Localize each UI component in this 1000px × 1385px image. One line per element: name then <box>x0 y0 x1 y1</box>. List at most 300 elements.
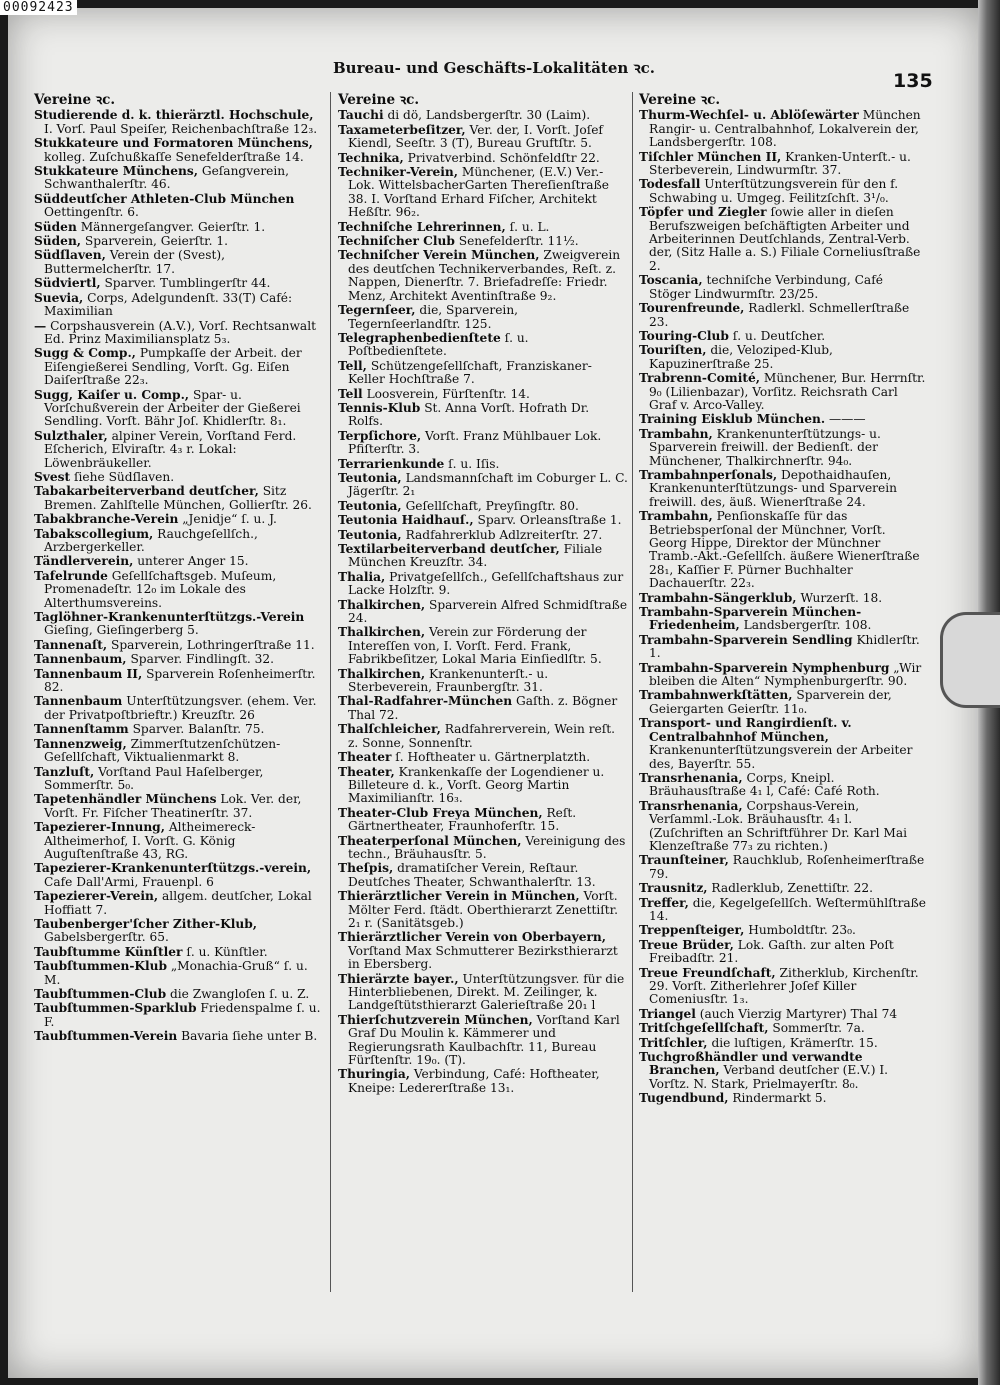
directory-entry <box>639 689 927 716</box>
entry-details: Lok. Gaſth. zur alten Poſt Freibadſtr. 21. <box>649 937 894 966</box>
entry-details: (auch Vierzig Martyrer) Thal 74 <box>699 1006 898 1021</box>
entry-name: Todesfall <box>639 177 701 192</box>
entry-details: ſiehe Südſlaven. <box>74 469 175 484</box>
entry-name: Tell, <box>338 358 367 373</box>
entry-details: die, Kegelgeſellſch. Weſtermühlſtraße 14. <box>649 895 927 923</box>
entry-details: ſ. Hoftheater u. Gärtnerplatzth. <box>395 750 591 765</box>
entry-name: Trambahn-Sparverein München-Friedenheim, <box>639 605 862 633</box>
directory-entry <box>34 766 326 793</box>
directory-entry <box>639 1092 927 1105</box>
entry-details: Gabelsbergerſtr. 65. <box>44 930 169 945</box>
directory-entry <box>34 918 326 945</box>
entry-details: techniſche Verbindung, Café Stöger Lindwurmſtr. 23/25. <box>649 273 883 301</box>
entry-details: Schützengeſellſchaft, Franziskaner-Keller Hochſtraße 7. <box>348 358 592 387</box>
entry-name: Tapezierer-Innung, <box>34 820 165 835</box>
entry-details: Loosverein, Fürſtenſtr. 14. <box>366 386 530 401</box>
entry-details: Corps, Kneipl. Bräuhausſtraße 4₁ l, Café: Café Roth. <box>649 770 880 799</box>
entry-details: Vorſtand Paul Haſelberger, Sommerſtr. 5₀. <box>44 764 264 792</box>
entry-details: Reſt. Gärtnertheater, Fraunhoferſtr. 15. <box>348 805 577 834</box>
directory-entry <box>338 543 628 570</box>
entry-name: Touriſten, <box>639 343 707 358</box>
entry-name: Treue Freundſchaft, <box>639 965 776 980</box>
directory-entry <box>639 897 927 924</box>
column-3 <box>639 94 927 1107</box>
entry-details: Filiale München Kreuzſtr. 34. <box>348 542 603 570</box>
entry-details: Corpshaus-Verein, Verſamml.-Lok. Bräuhausſtr. 4₁ l. (Zuſchriften an Schriftführer Dr. Karl Mai Klenzeſtraße 77₃ zu richten.) <box>649 798 908 853</box>
entry-details: Sparver. Balanſtr. 75. <box>132 722 265 737</box>
entry-name: Tabakscollegium, <box>34 526 154 541</box>
entry-details: München Rangir- u. Centralbahnhof, Lokalverein der, Landsbergerſtr. 108. <box>649 108 921 150</box>
entry-details: Radlerklub, Zenettiſtr. 22. <box>711 881 873 896</box>
entry-name: Sulzthaler, <box>34 428 108 443</box>
directory-entry <box>639 344 927 371</box>
entry-details: die, Sparverein, Tegernſeerlandſtr. 125. <box>348 303 519 331</box>
directory-entry <box>34 389 326 429</box>
directory-entry <box>338 152 628 165</box>
entry-name: Techniſcher Club <box>338 234 455 249</box>
entry-name: Trambahn, <box>639 426 713 441</box>
directory-entry <box>639 372 927 412</box>
entry-name: Technika, <box>338 150 404 165</box>
entry-details: Sparverein Alfred Schmidſtraße 24. <box>348 597 628 626</box>
entry-name: Süden, <box>34 234 82 249</box>
entry-details: Sparverein, Lothringerſtraße 11. <box>111 637 315 652</box>
directory-entry <box>639 662 927 689</box>
directory-entry <box>639 178 927 205</box>
entry-name: Telegraphenbedienſtete <box>338 330 501 345</box>
directory-entry <box>338 124 628 151</box>
column-2 <box>338 94 628 1096</box>
entry-name: Theater, <box>338 764 395 779</box>
directory-entry <box>34 653 326 666</box>
entry-details: Münchener, Bur. Herrnſtr. 9₀ (Lilienbazar), Vorſitz. Reichsrath Carl Graf v. Arco-Valley. <box>649 371 926 412</box>
directory-entry <box>338 723 628 750</box>
entry-details: Krankenunterſt.- u. Sterbeverein, Fraunbergſtr. 31. <box>348 666 549 695</box>
directory-entry <box>34 555 326 568</box>
directory-entry <box>338 249 628 303</box>
entry-details: Oettingenſtr. 6. <box>44 205 139 220</box>
entry-details: Rauchklub, Roſenheimerſtraße 79. <box>649 853 925 881</box>
directory-entry <box>34 988 326 1001</box>
entry-name: Tabakbranche-Verein <box>34 512 179 527</box>
entry-details: Kranken-Unterſt.- u. Sterbeverein, Lindwurmſtr. 37. <box>649 149 911 178</box>
entry-details: Sparverein, Geierſtr. 1. <box>84 234 228 249</box>
entry-details: Geſellſchaft, Preyſingſtr. 80. <box>405 498 579 513</box>
entry-name: Tugendbund, <box>639 1091 729 1106</box>
entry-name: Techniſche Lehrerinnen, <box>338 219 506 234</box>
directory-entry <box>34 1002 326 1029</box>
entry-details: Sparv. Orleansſtraße 1. <box>477 513 622 528</box>
column-divider <box>330 92 331 1292</box>
entry-name: Theſpis, <box>338 861 394 876</box>
entry-name: Techniker-Verein, <box>338 165 458 180</box>
directory-entry <box>338 458 628 471</box>
entry-details: ſ. u. Künſtler. <box>186 944 268 959</box>
column-1 <box>34 94 326 1045</box>
directory-entry <box>338 751 628 764</box>
entry-name: Taubſtummen-Klub <box>34 959 167 974</box>
entry-name: Sugg, Kaiſer u. Comp., <box>34 387 190 402</box>
entry-details: ſowie aller in dieſen Berufszweigen beſchäftigten Arbeiter und Arbeiterinnen Deutſchlands, Zentral-Verb. der, (Sitz Halle a. S.) Filiale Corneliusſtraße 2. <box>649 205 921 273</box>
entry-name: Transrhenania, <box>639 798 743 813</box>
entry-name: Taubſtummen-Club <box>34 987 167 1001</box>
directory-entry <box>639 302 927 329</box>
entry-details: die Zwangloſen ſ. u. Z. <box>169 987 310 1001</box>
directory-entry <box>34 890 326 917</box>
directory-entry <box>338 221 628 234</box>
entry-name: Theaterperſonal München, <box>338 833 522 848</box>
entry-name: Trabrenn-Comité, <box>639 371 760 386</box>
entry-name: Treffer, <box>639 895 689 910</box>
directory-entry <box>34 570 326 610</box>
entry-name: Theater-Club Freya München, <box>338 805 543 820</box>
entry-name: Südſlaven, <box>34 248 106 263</box>
entry-name: Thal-Radfahrer-München <box>338 694 513 709</box>
entry-name: Thierärztlicher Verein von Oberbayern, <box>338 930 606 945</box>
entry-details: Zimmerſtutzenſchützen-Geſellſchaft, Viktualienmarkt 8. <box>44 736 281 765</box>
directory-entry <box>34 862 326 889</box>
directory-entry <box>639 151 927 178</box>
entry-name: Teutonia, <box>338 498 402 513</box>
entry-name: Trambahn-Sängerklub, <box>639 590 797 605</box>
entry-details: Ver. der, I. Vorſt. Joſef Kiendl, Seeſtr. 3 (T), Bureau Gruftſtr. 5. <box>348 122 603 151</box>
entry-name: Transport- und Rangirdienſt. v. Centralbahnhof München, <box>639 716 852 744</box>
directory-entry <box>639 717 927 771</box>
directory-entry <box>338 1068 628 1095</box>
entry-details: Vorſt. Franz Mühlbauer Lok. Pfiſterſtr. 3. <box>348 428 602 457</box>
entry-details: Bavaria ſiehe unter B. <box>181 1029 318 1044</box>
directory-entry <box>338 500 628 513</box>
entry-details: Spar- u. Vorſchußverein der Arbeiter der Gießerei Sendling. Vorſt. Bähr Joſ. Khidlerſtr. 8₁. <box>44 387 301 429</box>
entry-name: Süden <box>34 219 77 234</box>
directory-entry <box>338 472 628 499</box>
column-heading: Vereine ꝛc. <box>338 92 420 108</box>
entry-name: Teutonia Haidhauſ., <box>338 513 474 528</box>
entry-details: Privatverbind. Schönfeldſtr 22. <box>407 150 600 165</box>
entry-name: Tabakarbeiterverband deutſcher, <box>34 484 259 499</box>
entry-name: Trambahn-Sparverein Sendling <box>639 632 853 647</box>
directory-entry <box>34 235 326 248</box>
entry-name: Tannenzweig, <box>34 736 127 751</box>
entry-name: Taubenberger'ſcher Zither-Klub, <box>34 916 257 931</box>
directory-entry <box>639 109 927 149</box>
directory-entry <box>34 793 326 820</box>
directory-entry <box>639 854 927 881</box>
entry-name: Tapezierer-Krankenunterſtützgs.-verein, <box>34 861 312 876</box>
entry-details: Vereinigung des techn., Bräuhausſtr. 5. <box>348 833 626 861</box>
directory-entry <box>34 109 326 136</box>
entry-name: Tannenbaum II, <box>34 666 143 681</box>
entry-details: Corps, Adelgundenſt. 33(T) Café: Maximilian <box>44 290 293 319</box>
entry-details: I. Vorſ. Paul Speiſer, Reichenbachſtraße 12₃. <box>44 121 318 136</box>
entry-details: „Jenidje“ ſ. u. J. <box>182 512 277 527</box>
entry-details: allgem. deutſcher, Lokal Hoffiatt 7. <box>44 889 312 917</box>
entry-details: Cafe Dall'Armi, Frauenpl. 6 <box>44 874 214 889</box>
entry-details: Lok. Ver. der, Vorſt. Fr. Fiſcher Theatinerſtr. 37. <box>44 792 302 820</box>
entry-name: — <box>34 318 47 333</box>
entry-details: Sommerſtr. 7a. <box>772 1021 865 1036</box>
directory-entry <box>338 571 628 598</box>
directory-entry <box>34 165 326 192</box>
entry-name: Textilarbeiterverband deutſcher, <box>338 542 560 556</box>
entry-name: Theater <box>338 750 392 765</box>
directory-entry <box>338 235 628 248</box>
entry-name: Traunſteiner, <box>639 853 729 868</box>
entry-details: Sitz Bremen. Zahlſtelle München, Gollierſtr. 26. <box>44 484 312 512</box>
entry-details: alpiner Verein, Vorſtand Ferd. Eſcherich, Elviraſtr. 4₃ r. Lokal: Löwenbräukeller. <box>44 428 297 470</box>
entry-details: Unterſtützungsver. (ehem. Ver. der Privatpoſtbrieftr.) Kreuzſtr. 26 <box>44 694 317 722</box>
entry-details: Gaſth. z. Bögner Thal 72. <box>348 694 618 722</box>
entry-name: Taxameterbeſitzer, <box>338 122 466 137</box>
directory-entry <box>338 766 628 806</box>
directory-entry <box>34 249 326 276</box>
directory-entry <box>34 960 326 987</box>
entry-name: Tändlerverein, <box>34 554 134 569</box>
directory-entry <box>338 529 628 542</box>
entry-name: Trambahnwerkſtätten, <box>639 688 793 703</box>
entry-name: Teutonia, <box>338 527 402 542</box>
directory-entry <box>34 193 326 220</box>
directory-entry <box>34 821 326 861</box>
directory-entry <box>639 330 927 343</box>
directory-entry <box>639 939 927 966</box>
entry-name: Techniſcher Verein München, <box>338 248 540 263</box>
entry-name: Thierſchutzverein München, <box>338 1012 533 1027</box>
directory-entry <box>639 924 927 937</box>
directory-entry <box>34 946 326 959</box>
entry-name: Südviertl, <box>34 276 101 291</box>
entry-name: Trambahn, <box>639 509 713 524</box>
entry-details: di dö, Landsbergerſtr. 30 (Laim). <box>387 108 591 123</box>
directory-entry <box>338 332 628 359</box>
directory-entry <box>338 835 628 862</box>
entry-details: Senefelderſtr. 11½. <box>458 234 579 249</box>
directory-entry <box>34 695 326 722</box>
entry-name: Tannenbaum, <box>34 652 127 667</box>
entry-name: Training Eisklub München. <box>639 412 826 427</box>
directory-entry <box>639 800 927 854</box>
directory-entry <box>639 274 927 301</box>
entry-name: Terpſichore, <box>338 428 422 443</box>
entry-details: Sparverein der, Geiergarten Geierſtr. 11₀. <box>649 688 892 716</box>
entry-name: Trausnitz, <box>639 881 708 896</box>
entry-name: Taglöhner-Krankenunterſtützgs.-Verein <box>34 610 305 625</box>
entry-details: Zitherklub, Kirchenſtr. 29. Vorſt. Zitherlehrer Joſef Killer Comeniusſtr. 1₃. <box>649 965 919 1007</box>
entry-details: Krankenkaſſe der Logendiener u. Billeteure d. k., Vorſt. Georg Martin Maximilianſtr. 16₃. <box>348 764 605 806</box>
entry-details: Humboldtſtr. 23₀. <box>748 923 856 938</box>
entry-name: Taubſtummen-Verein <box>34 1029 178 1044</box>
entry-details: Gieſing, Gieſingerberg 5. <box>44 623 199 638</box>
entry-details: ſ. u. Poſtbedienſtete. <box>348 330 529 359</box>
directory-entry <box>338 862 628 889</box>
directory-entry <box>639 1037 927 1050</box>
entry-details: „Monachia-Gruß“ ſ. u. M. <box>44 959 308 987</box>
directory-entry <box>338 973 628 1013</box>
entry-details: Geſellſchaftsgeb. Muſeum, Promenadeſtr. 12₀ im Lokale des Alterthumsvereins. <box>44 568 277 610</box>
entry-details: Radfahrerverein, Wein reſt. z. Sonne, Sonnenſtr. <box>348 722 616 750</box>
directory-entry <box>639 469 927 509</box>
entry-name: Touring-Club <box>639 328 729 343</box>
entry-name: Süddeutſcher Athleten-Club München <box>34 191 295 206</box>
directory-entry <box>639 1051 927 1091</box>
entry-name: Taubſtummen-Sparklub <box>34 1001 197 1016</box>
entry-details: Zweigverein des deutſchen Technikerverbandes, Reſt. z. Nappen, Dienerſtr. 7. Briefadreſſe: Friedr. Menz, Architekt Aventinſtraße 9₂. <box>348 248 621 303</box>
entry-details: Männergeſangver. Geierſtr. 1. <box>80 219 266 234</box>
entry-details: die, Veloziped-Klub, Kapuzinerſtraße 25. <box>649 343 833 371</box>
entry-name: Thalkirchen, <box>338 625 426 640</box>
directory-entry <box>338 514 628 527</box>
directory-entry <box>338 807 628 834</box>
entry-name: Thurm-Wechſel- u. Ablöſewärter <box>639 108 859 123</box>
directory-entry <box>338 599 628 626</box>
entry-details: Münchener, (E.V.) Ver.-Lok. WittelsbacherGarten Thereſienſtraße 38. I. Vorſtand Erhard Fiſcher, Architekt Heßſtr. 96₂. <box>348 165 609 220</box>
entry-name: Tritſchler, <box>639 1035 708 1050</box>
book-page <box>8 8 980 1378</box>
entry-name: Tannenbaum <box>34 694 123 709</box>
entry-name: Thierärzte bayer., <box>338 971 459 986</box>
page-number: 135 <box>893 70 933 92</box>
entry-details: kolleg. Zuſchußkaſſe Senefelderſtraße 14. <box>44 149 304 164</box>
entry-name: Stukkateure und Formatoren Münchens, <box>34 136 313 151</box>
directory-entry <box>338 402 628 429</box>
entry-name: Tegernſeer, <box>338 303 416 318</box>
entry-name: Treppenſteiger, <box>639 923 745 938</box>
directory-entry <box>639 1008 927 1021</box>
directory-entry <box>34 221 326 234</box>
directory-entry <box>338 166 628 220</box>
entry-details: Radlerkl. Schmellerſtraße 23. <box>649 301 910 329</box>
entry-details: dramatiſcher Verein, Reſtaur. Deutſches Theater, Schwanthalerſtr. 13. <box>348 861 596 889</box>
entry-name: Tannenaſt, <box>34 637 108 652</box>
directory-entry <box>338 626 628 666</box>
entry-name: Tafelrunde <box>34 568 108 583</box>
entry-details: ſ. u. L. <box>509 219 550 234</box>
directory-entry <box>338 109 628 122</box>
entry-details: Penſionskaſſe für das Betriebsperſonal der Münchner, Vorſt. Georg Hippe, Direktor der Münchner Tramb.-Akt.-Geſellſch. äußere Wienerſtraße 28₁, Kaſſier F. Pürner Buchhalter Dachauerſtr. 22₃. <box>649 509 920 591</box>
column-divider <box>632 92 633 1292</box>
entry-name: Tourenfreunde, <box>639 301 745 316</box>
entry-name: Töpfer und Ziegler <box>639 205 767 220</box>
entry-name: Tuchgroßhändler und verwandte Branchen, <box>639 1050 863 1078</box>
entry-name: Transrhenania, <box>639 770 743 785</box>
entry-name: Teutonia, <box>338 470 402 485</box>
directory-entry <box>639 413 927 426</box>
directory-entry <box>338 430 628 457</box>
entry-details: Krankenunterſtützungs- u. Sparverein freiwill. der Bedienſt. der Münchener, Thalkirchnerſtr. 94₀. <box>649 426 881 468</box>
directory-entry <box>639 882 927 895</box>
directory-entry <box>338 360 628 387</box>
directory-entry <box>338 668 628 695</box>
directory-entry <box>338 304 628 331</box>
directory-entry <box>34 137 326 164</box>
entry-details: Depothaidhauſen, Krankenunterſtützungs- und Sparverein freiwill. des, äuß. Wienerſtraße 24. <box>649 467 897 509</box>
entry-details: „Wir bleiben die Alten“ Nymphenburgerſtr. 90. <box>649 660 922 689</box>
entry-details: Wurzerſt. 18. <box>800 590 883 605</box>
entry-details: die luſtigen, Krämerſtr. 15. <box>711 1035 878 1050</box>
directory-entry <box>34 277 326 290</box>
entry-details: Verein der (Svest), Buttermelcherſtr. 17. <box>44 248 226 276</box>
entry-name: Thalia, <box>338 569 386 584</box>
entry-details: ſ. u. Iſis. <box>448 456 500 471</box>
directory-entry <box>34 485 326 512</box>
directory-entry <box>338 890 628 930</box>
directory-entry <box>34 430 326 470</box>
entry-details: Sparverein Roſenheimerſtr. 82. <box>44 666 316 695</box>
entry-name: Tauchi <box>338 108 384 123</box>
directory-entry <box>34 611 326 638</box>
running-header: Bureau- und Geschäfts-Lokalitäten ꝛc. <box>332 59 655 77</box>
entry-details: Sparver. Findlingſt. 32. <box>130 652 275 667</box>
entry-name: Trambahnperſonals, <box>639 467 778 482</box>
entry-details: Vorſtand Max Schmutterer Bezirksthierarzt in Ebersberg. <box>348 943 618 972</box>
directory-entry <box>34 1030 326 1043</box>
directory-entry <box>639 428 927 468</box>
entry-details: Altheimereck-Altheimerhof, I. Vorſt. G. König Auguſtenſtraße 43, RG. <box>44 820 256 861</box>
entry-name: Terrarienkunde <box>338 456 445 471</box>
entry-details: Landsbergerſtr. 108. <box>743 618 872 633</box>
entry-details: Friedenspalme ſ. u. F. <box>44 1001 321 1029</box>
entry-details: Corpshausverein (A.V.), Vorſ. Rechtsanwalt Ed. Prinz Maximiliansplatz 5₃. <box>44 318 316 346</box>
entry-details: Pumpkaſſe der Arbeit. der Eiſengießerei Sendling, Vorſt. Gg. Eiſen Daiſerſtraße 22₃. <box>44 346 302 388</box>
entry-name: Tell <box>338 386 363 401</box>
entry-details: Vorſt. Mölter Ferd. ſtädt. Oberthierarzt Zenettiſtr. 2₁ r. (Sanitätsgeb.) <box>348 889 619 930</box>
directory-entry <box>34 320 326 347</box>
directory-entry <box>639 1022 927 1035</box>
entry-name: Toscania, <box>639 273 703 288</box>
entry-name: Triangel <box>639 1006 696 1021</box>
directory-entry <box>34 292 326 319</box>
entry-details: Unterſtützungsver. für die Hinterbliebenen, Direkt. M. Zeilinger, k. Landgeſtütsthierarzt Galerieſtraße 20₁ l <box>348 971 625 1013</box>
directory-entry <box>639 592 927 605</box>
entry-name: Thalkirchen, <box>338 666 426 681</box>
entry-details: Unterſtützungsverein für den f. Schwabing u. Umgeg. Feilitzſchſt. 3¹/₀. <box>649 177 899 205</box>
directory-entry <box>34 738 326 765</box>
entry-details: Verbindung, Café: Hoftheater, Kneipe: Ledererſtraße 13₁. <box>348 1067 600 1095</box>
directory-entry <box>639 772 927 799</box>
entry-name: Tennis-Klub <box>338 400 421 415</box>
entry-name: Tapetenhändler Münchens <box>34 792 217 807</box>
entry-details: Vorſtand Karl Graf Du Moulin k. Kämmerer und Regierungsrath Kaulbachſtr. 11, Bureau Fürſtenſtr. 19₀. (T). <box>348 1012 620 1068</box>
entry-details: Privatgeſellſch., Geſellſchaftshaus zur Lacke Holzſtr. 9. <box>348 569 624 598</box>
entry-name: Taubſtumme Künſtler <box>34 944 183 959</box>
directory-entry <box>639 606 927 633</box>
entry-details: Verband deutſcher (E.V.) I. Vorſtz. N. Stark, Prielmayerſtr. 8₀. <box>649 1063 889 1091</box>
directory-entry <box>338 931 628 971</box>
directory-entry <box>34 528 326 555</box>
entry-details: Verein zur Förderung der Intereſſen von, I. Vorſt. Ferd. Frank, Fabrikbeſitzer, Lokal Maria Einſiedlſtr. 5. <box>348 625 602 667</box>
directory-entry <box>34 471 326 484</box>
directory-entry <box>639 967 927 1007</box>
entry-name: Sugg & Comp., <box>34 346 136 361</box>
entry-name: Thuringia, <box>338 1067 410 1082</box>
column-heading: Vereine ꝛc. <box>34 92 116 108</box>
directory-entry <box>34 347 326 387</box>
entry-details: Khidlerſtr. 1. <box>649 632 920 661</box>
entry-details: Sparver. Tumblingerſtr 44. <box>104 276 271 291</box>
directory-entry <box>639 206 927 273</box>
entry-details: St. Anna Vorſt. Hofrath Dr. Rolfs. <box>348 400 590 429</box>
entry-details: Rindermarkt 5. <box>732 1091 827 1106</box>
directory-entry <box>34 513 326 526</box>
entry-name: Studierende d. k. thierärztl. Hochschule, <box>34 108 314 123</box>
entry-details: Rauchgeſellſch., Arzbergerkeller. <box>44 526 258 554</box>
directory-entry <box>639 634 927 661</box>
directory-entry <box>338 1014 628 1068</box>
entry-name: Thierärztlicher Verein in München, <box>338 889 580 904</box>
entry-name: Thalkirchen, <box>338 597 426 612</box>
directory-entry <box>34 639 326 652</box>
entry-details: ——— <box>828 412 866 427</box>
